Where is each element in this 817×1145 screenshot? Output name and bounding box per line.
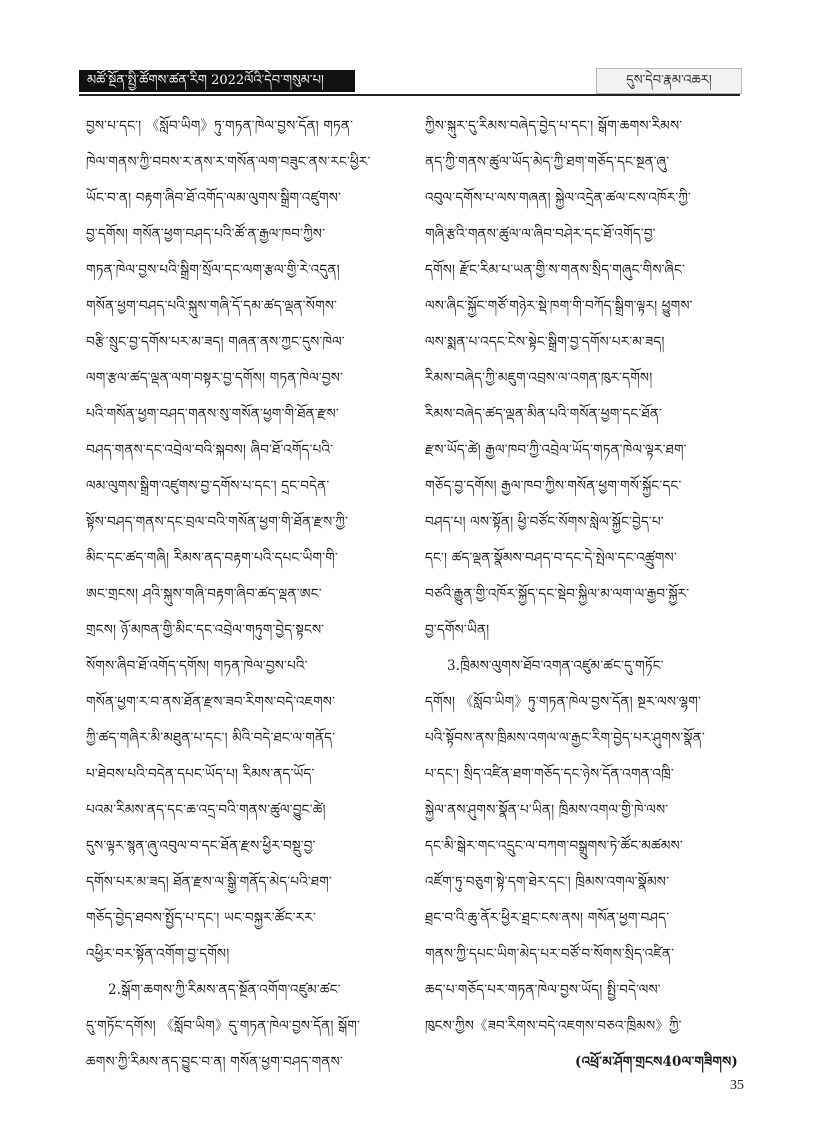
text-line: གྲངས། ཉོ་མཁན་གྱི་མིང་དང་འབྲེལ་གཏུག་བྱེད་སྟངས་ [86, 622, 325, 638]
text-line: བརྩི་སྲུང་བྱ་དགོས་པར་མ་ཟད། གཞན་ནས་ཀྱང་དུས་ཁེལ་ [86, 334, 345, 350]
text-line: ཆད་པ་གཅོད་པར་གཏན་ཁེལ་བྱས་ཡོད། སྤྱི་བདེ་ལས་ [425, 982, 661, 998]
text-line: སྟོས་བཤད་གནས་དང་བྲལ་བའི་གསོན་ཕྱག་གི་ཐོན་རྫས་ཀྱི་ [86, 514, 349, 530]
text-line: གསོན་ཕྱག་ར་བ་ནས་ཐོན་རྫས་ཟབ་རིགས་བདེ་འཇགས་ [86, 694, 336, 710]
text-line: པ་དང་། སྲིད་འཛིན་ཐག་གཅོད་དང་ཉེས་དོན་འགན་འཁྲི་ [425, 766, 674, 782]
text-line: ཡོང་བ་ན། བརྟག་ཞིབ་ཐོ་འགོད་ལམ་ལུགས་སྒྲིག་འཛུགས་ [86, 190, 342, 206]
text-line: 2.སྒོག་ཆགས་ཀྱི་རིམས་ནད་སྔོན་འགོག་འཛུམ་ཚང་ [108, 982, 341, 998]
text-line: གཅོད་བྱ་དགོས། རྒྱལ་ཁབ་ཀྱིས་གསོན་ཕྱག་གསོ་སྐྱོང་དང་ [425, 478, 682, 494]
text-line: དགོས། རྫོང་རིམ་པ་ཡན་གྱི་ས་གནས་སྲིད་གཞུང་གིས་ཞིང་ [425, 262, 685, 278]
text-line: ལམ་ལུགས་སྒྲིག་འཛུགས་བྱ་དགོས་པ་དང་། དྲང་བདེན་ [86, 478, 330, 494]
text-line: པའི་གསོན་ཕྱག་བཤད་གནས་སུ་གསོན་ཕྱག་གི་ཐོན་རྫས་ [86, 406, 339, 422]
text-line: བྱ་དགོས་ཡིན། [425, 622, 490, 638]
text-line: རྫས་ཡོད་ཚེ། རྒྱལ་ཁབ་ཀྱི་འབྲེལ་ཡོད་གཏན་ཁེལ་ལྟར་ཐག་ [425, 442, 687, 458]
text-line: བྱས་པ་དང་། 《སློབ་ཡིག》ཏུ་གཏན་ཁེལ་བྱས་དོན། གཏན་ [86, 118, 354, 134]
text-line: ཨང་གྲངས། ཤའི་སྐུས་གཞི་བརྟག་ཞིབ་ཚད་ལྡན་ཨང་ [86, 586, 322, 602]
text-line: དུས་ལྟར་སྙན་ཞུ་འབུལ་བ་དང་ཐོན་རྫས་ཕྱིར་བསྡུ་བྱ་ [86, 838, 316, 854]
text-line: སོགས་ཞིབ་ཐོ་འགོད་དགོས། གཏན་ཁེལ་བྱས་པའི་ [86, 658, 308, 674]
text-line: བྱ་དགོས། གསོན་ཕྱག་བཤད་པའི་ཚོ་ན་རྒྱལ་ཁབ་ཀྱིས་ [86, 226, 326, 242]
text-line: རིམས་བཞེད་ཚད་ལྡན་མིན་པའི་གསོན་ཕྱག་དང་ཐོན་ [425, 406, 663, 422]
text-line: དང་མི་སྒེར་གང་འདྲུང་ལ་བཀག་བསྒྲུགས་ཏེ་ཚོང་མཚམས་ [425, 838, 683, 854]
text-line: པའི་སྟོབས་ནས་ཁྲིམས་འགལ་ལ་རྒྱང་རིག་བྱེད་པར་ཤུགས་སྣོན་ [425, 730, 705, 746]
text-line: བཤད་པ། ལས་སྟོན། ཕྱི་བཙོང་སོགས་སླེལ་སྐྱོང་བྱེད་པ་ [425, 514, 664, 530]
text-line: ནད་ཀྱི་གནས་ཚུལ་ཡོད་མེད་ཀྱི་ཐག་གཅོད་དང་སྔན་ཞུ་ [425, 154, 670, 170]
text-line: འཕྱིར་བར་སྟོན་འགོག་བྱ་དགོས། [86, 946, 230, 962]
text-line: ཁེལ་གནས་ཀྱི་བབས་ར་ནས་ར་གསོན་ལག་བཟུང་ནས་རང་ཕྱིར་ [86, 154, 371, 170]
right-column [425, 108, 738, 1080]
text-line: ལས་ཞིང་སྐྱོང་གཙོ་གཉེར་སྡེ་ཁག་གི་བཀོད་སྒྲིག་ལྟར། ཕྱུགས་ [425, 298, 693, 314]
text-line: ཁུངས་ཀྱིས《ཟབ་རིགས་བདེ་འཇགས་བཅའ་ཁྲིམས》ཀྱི་ [425, 1018, 682, 1034]
text-line: གཏན་ཁེལ་བྱས་པའི་སྒྲིག་སྲོལ་དང་ལག་རྩལ་གྱི་རེ་འདུན། [86, 262, 340, 278]
text-line: ཆགས་ཀྱི་རིམས་ནད་བྱུང་བ་ན། གསོན་ཕྱག་བཤད་གནས་ [86, 1054, 343, 1070]
page-number: 35 [730, 1078, 744, 1093]
journal-title: མཚོ་སྔོན་སྤྱི་ཚོགས་ཚན་རིག 2022ལོའི་དེབ་གསུམ་པ། [79, 70, 355, 92]
text-line: ཀྱི་ཚད་གཞིར་མི་མཐུན་པ་དང་། མིའི་བདེ་ཐང་ལ་གནོད་ [86, 730, 336, 746]
text-line: གཅོད་བྱེད་ཐབས་སྤྱོད་པ་དང་། ཡང་བསྐྱར་ཚོང་རར་ [86, 910, 316, 926]
text-line: པ་ཐེབས་པའི་བདེན་དཔང་ཡོད་པ། རིམས་ནད་ཡོད་ [86, 766, 315, 782]
text-line: དུ་གཏོང་དགོས། 《སློབ་ཡིག》དུ་གཏན་ཁེལ་བྱས་དོན། སྒོག་ [86, 1018, 361, 1034]
text-line: དགོས། 《སློབ་ཡིག》ཏུ་གཏན་ཁེལ་བྱས་དོན། སྔར་ལས་ལྷག་ [425, 694, 702, 710]
text-line: སྐྱེལ་ནས་ཤུགས་སྣོན་པ་ཡིན། ཁྲིམས་འགལ་གྱི་ཁེ་ལས་ [425, 802, 669, 818]
text-line: བཤད་གནས་དང་འབྲེལ་བའི་སྐབས། ཞིབ་ཐོ་འགོད་པའི་ [86, 442, 334, 458]
text-line: དགོས་པར་མ་ཟད། ཐོན་རྫས་ལ་སྒྱི་གནོད་མེད་པའི་ཐག་ [86, 874, 333, 890]
text-line: 3.ཁྲིམས་ལུགས་ཐོབ་འགན་འཛུམ་ཚང་དུ་གཏོང་ [447, 658, 664, 674]
section-title: དུས་དེབ་རྣམ་འཆར། [596, 68, 742, 94]
text-line: འབུལ་དགོས་པ་ལས་གཞན། སྐྱེལ་འདྲེན་ཚལ་ངས་འཁོར་ཀྱི་ [425, 190, 692, 206]
text-line: ཀྱིས་སྐུར་དུ་རིམས་བཞེད་བྱེད་པ་དང་། སྒོག་ཆགས་རིམས་ [425, 118, 683, 134]
text-line: ལག་རྩལ་ཚད་ལྡན་ལག་བསྟར་བྱ་དགོས། གཏན་ཁེལ་བྱས་ [86, 370, 344, 386]
text-line: ལས་སྨན་པ་འདང་ངེས་སྟེང་སྒྲིག་བྱ་དགོས་པར་མ་ཟད། [425, 334, 665, 350]
text-line: འཛོག་ཏུ་བཅུག་སྟེ་དག་ཐེར་དང་། ཁྲིམས་འགལ་སྣོམས་ [425, 874, 670, 890]
text-line: གསོན་ཕྱག་བཤད་པའི་སྐུས་གཞི་དོ་དམ་ཚད་ལྡན་སོགས་ [86, 298, 338, 314]
text-line: པའམ་རིམས་ནད་དང་ཆ་འདྲ་བའི་གནས་ཚུལ་བྱུང་ཚེ། [86, 802, 326, 818]
text-line: བཙའི་རྒྱུན་གྱི་འཁོར་སྐྱོད་དང་སྡེབ་སྐྱིལ་མ་ལག་ལ་རྒྱབ་སྐྱོར་ [425, 586, 690, 602]
text-line: དང་། ཚད་ལྡན་སྣོམས་བཤད་བ་དང་དེ་སྤེལ་དང་འཚྲུགས་ [425, 550, 677, 566]
text-line: (འཕྲོ་མ་ཤོག་གྲངས40ལ་གཟིགས) [575, 1054, 738, 1070]
text-line: མིང་དང་ཚད་གཞི། རིམས་ནད་བརྟག་པའི་དཔང་ཡིག་གི་ [86, 550, 338, 566]
text-line: གཞི་རྩའི་གནས་ཚུལ་ལ་ཞིབ་བཤེར་དང་ཐོ་འགོད་བྱ་ [425, 226, 656, 242]
text-line: ཐྲང་བ་འི་ཆུ་ནོར་ཕྱིར་ཐྲང་ངས་ནས། གསོན་ཕྱག་བཤད་ [425, 910, 670, 926]
header-rule [79, 94, 740, 96]
text-line: རིམས་བཞེད་ཀྱི་མཇུག་འབྲས་ལ་འགན་ཁུར་དགོས། [425, 370, 653, 386]
left-column [86, 108, 399, 1080]
text-line: གནས་ཀྱི་དཔང་ཡིག་མེད་པར་བཙོ་བ་སོགས་སྲིད་འཛིན་ [425, 946, 675, 962]
